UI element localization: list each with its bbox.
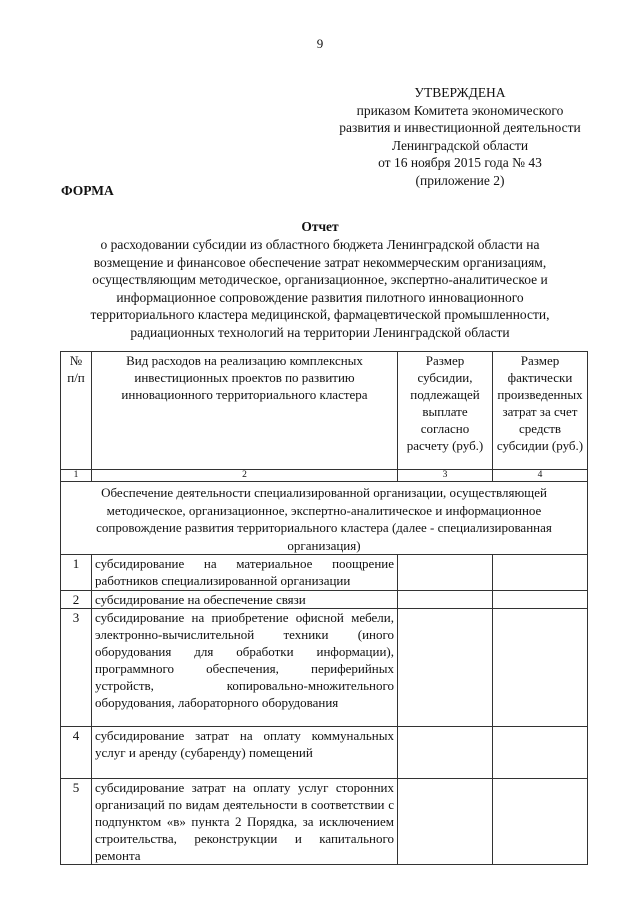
row-subsidy-cell [398, 779, 493, 865]
row-subsidy-cell [398, 609, 493, 727]
report-title: Отчет [301, 219, 339, 234]
table-row [61, 779, 588, 865]
header-kind-label: Вид расходов на реализацию комплексных инвестиционных проектов по развитию инновационного территориального кластера [121, 353, 368, 402]
row-actual-cell [493, 591, 588, 609]
row-actual-cell [493, 727, 588, 779]
row-subsidy-cell [398, 555, 493, 591]
row-text: субсидирование на приобретение офисной мебели, электронно-вычислительной техники (иного оборудования для обработки информации), программного обеспечения, периферийных устройств, копировально-множительного оборудования, лабораторного оборудования [92, 609, 398, 727]
section-title: Обеспечение деятельности специализированной организации, осуществляющей методическое, организационное, экспертно-аналитическое и информационное сопровождение развития территориального кластера (далее - специализированная организация) [61, 482, 588, 555]
table-row [61, 609, 588, 727]
column-index: 3 [398, 470, 493, 482]
row-number: 1 [61, 555, 92, 591]
column-index: 4 [493, 470, 588, 482]
approval-line: УТВЕРЖДЕНА [414, 85, 506, 100]
row-number: 5 [61, 779, 92, 865]
table-row [61, 591, 588, 609]
header-num-label: № п/п [67, 353, 85, 385]
subtitle-line: осуществляющим методическое, организационное, экспертно-аналитическое и [92, 272, 548, 287]
header-row [61, 352, 588, 470]
row-number: 4 [61, 727, 92, 779]
row-text: субсидирование затрат на оплату коммунальных услуг и аренду (субаренду) помещений [92, 727, 398, 779]
row-actual-cell [493, 555, 588, 591]
header-kind [92, 352, 398, 470]
header-actual-label: Размер фактически произведенных затрат за счет средств субсидии (руб.) [496, 353, 584, 453]
subtitle-line: о расходовании субсидии из областного бюджета Ленинградской области на [100, 237, 540, 252]
header-actual [493, 352, 588, 470]
report-subtitle [60, 236, 580, 341]
row-actual-cell [493, 609, 588, 727]
row-subsidy-cell [398, 727, 493, 779]
approval-line: Ленинградской области [391, 137, 529, 153]
approval-stamp [320, 84, 600, 189]
row-subsidy-cell [398, 591, 493, 609]
subtitle-line: радиационных технологий на территории Ленинградской области [130, 324, 510, 340]
section-row [61, 482, 588, 555]
column-index: 2 [92, 470, 398, 482]
column-index: 1 [61, 470, 92, 482]
column-index-row [61, 470, 588, 482]
form-label: ФОРМА [61, 183, 114, 198]
header-subsidy-label: Размер субсидии, подлежащей выплате согласно расчету (руб.) [406, 353, 484, 453]
subtitle-line: информационное сопровождение развития пилотного инновационного [116, 289, 524, 305]
approval-line: (приложение 2) [415, 172, 505, 188]
row-text: субсидирование затрат на оплату услуг сторонних организаций по видам деятельности в соответствии с подпунктом «в» пункта 2 Порядка, за исключением строительства, реконструкции и капитального ремонта [92, 779, 398, 865]
row-number: 2 [61, 591, 92, 609]
row-actual-cell [493, 779, 588, 865]
approval-line: от 16 ноября 2015 года № 43 [378, 155, 542, 170]
expense-table [60, 351, 588, 865]
approval-line: развития и инвестиционной деятельности [339, 120, 581, 135]
approval-line: приказом Комитета экономического [356, 102, 564, 118]
table-row [61, 555, 588, 591]
page-number: 9 [316, 36, 324, 51]
row-number: 3 [61, 609, 92, 727]
row-text: субсидирование на обеспечение связи [92, 591, 398, 609]
table-row [61, 727, 588, 779]
subtitle-line: возмещение и финансовое обеспечение затрат некоммерческим организациям, [93, 254, 547, 270]
header-num [61, 352, 92, 470]
row-text: субсидирование на материальное поощрение работников специализированной организации [92, 555, 398, 591]
header-subsidy [398, 352, 493, 470]
subtitle-line: территориального кластера медицинской, фармацевтической промышленности, [90, 307, 550, 322]
